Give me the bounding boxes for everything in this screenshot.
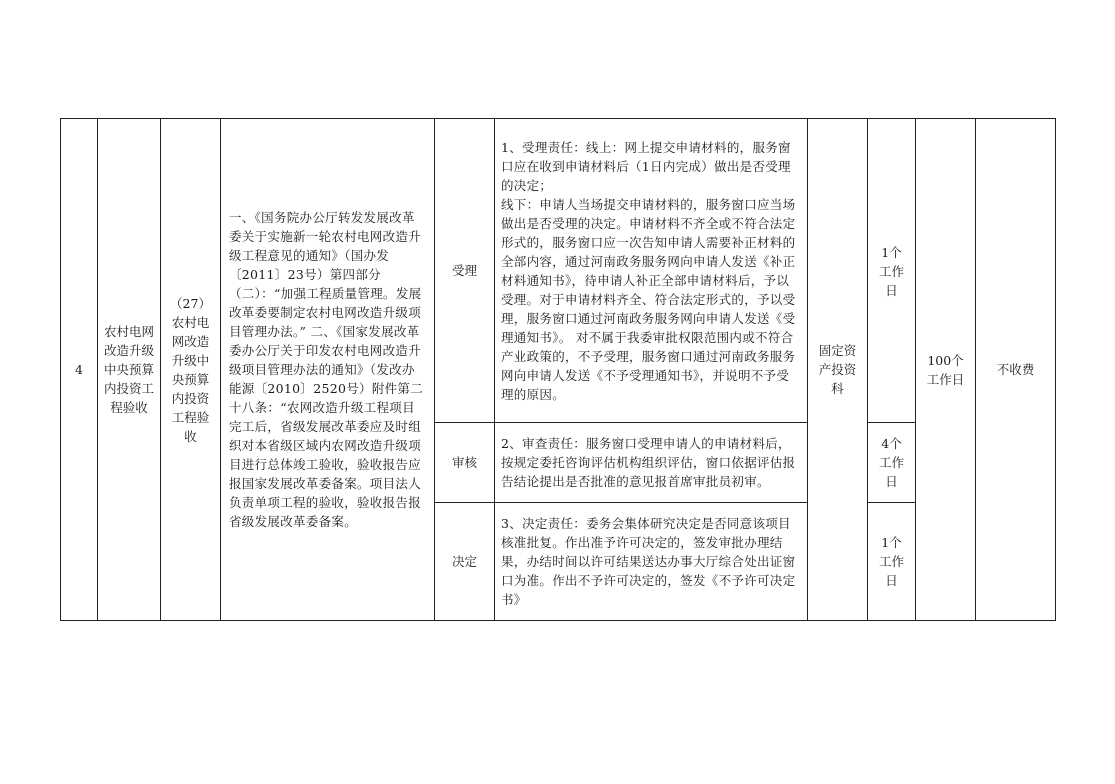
sub-item-name: （27）农村电网改造升级中央预算内投资工程验收 xyxy=(161,119,221,621)
step-responsibility-decide xyxy=(495,503,808,621)
approval-items-table xyxy=(60,118,1056,621)
total-time-limit: 100个工作日 xyxy=(916,119,976,621)
step-name-decide: 决定 xyxy=(435,503,495,621)
legal-basis: 一、《国务院办公厅转发发展改革委关于实施新一轮农村电网改造升级工程意见的通知》（国办发〔2011〕23号）第四部分（二）：“加强工程质量管理。发展改革委要制定农村电网改造升级项目管理办法。” 二、《国家发展改革委办公厅关于印发农村电网改造升级项目管理办法的通知》（发改办能源〔2010〕2520号）附件第二十八条：“农网改造升级工程项目完工后，省级发展改革委应及时组织对本省级区域内农网改造升级项目进行总体竣工验收，验收报告应报国家发展改革委备案。项目法人负责单项工程的验收，验收报告报省级发展改革委备案。 xyxy=(221,119,435,621)
step-time-decide: 1个工作日 xyxy=(868,503,916,621)
department: 固定资产投资科 xyxy=(808,119,868,621)
responsibility-line: 1、受理责任：线上：网上提交申请材料的，服务窗口应在收到申请材料后（1日内完成）做出是否受理的决定； xyxy=(501,139,791,193)
table-row xyxy=(61,119,1056,423)
row-index: 4 xyxy=(61,119,98,621)
responsibility-line: 3、决定责任：委务会集体研究决定是否同意该项目核准批复。作出准予许可决定的，签发审批办理结果，办结时间以许可结果送达办事大厅综合处出证窗口为准。作出不予许可决定的，签发《不予许可决定书》 xyxy=(501,516,796,607)
fee: 不收费 xyxy=(976,119,1056,621)
step-responsibility-accept xyxy=(495,119,808,423)
step-name-review: 审核 xyxy=(435,423,495,503)
step-responsibility-review xyxy=(495,423,808,503)
step-time-accept-text: 1个工作日 xyxy=(878,245,904,298)
step-time-accept xyxy=(868,119,916,423)
step-time-review: 4个工作日 xyxy=(868,423,916,503)
responsibility-line: 线下：申请人当场提交申请材料的，服务窗口应当场做出是否受理的决定。申请材料不齐全或不符合法定形式的，服务窗口应一次告知申请人需要补正材料的全部内容，通过河南政务服务网向申请人发送《补正材料通知书》，待申请人补正全部申请材料后，予以受理。对于申请材料齐全、符合法定形式的，予以受理，服务窗口通过河南政务服务网向申请人发送《受理通知书》。 对不属于我委审批权限范围内或不符合产业政策的，不予受理，服务窗口通过河南政务服务网向申请人发送《不予受理通知书》，并说明不予受理的原因。 xyxy=(501,196,796,402)
item-name: 农村电网改造升级中央预算内投资工程验收 xyxy=(98,119,161,621)
step-name-accept: 受理 xyxy=(435,119,495,423)
responsibility-line: 2、审查责任：服务窗口受理申请人的申请材料后，按规定委托咨询评估机构组织评估，窗口依据评估报告结论提出是否批准的意见报首席审批员初审。 xyxy=(501,436,796,489)
